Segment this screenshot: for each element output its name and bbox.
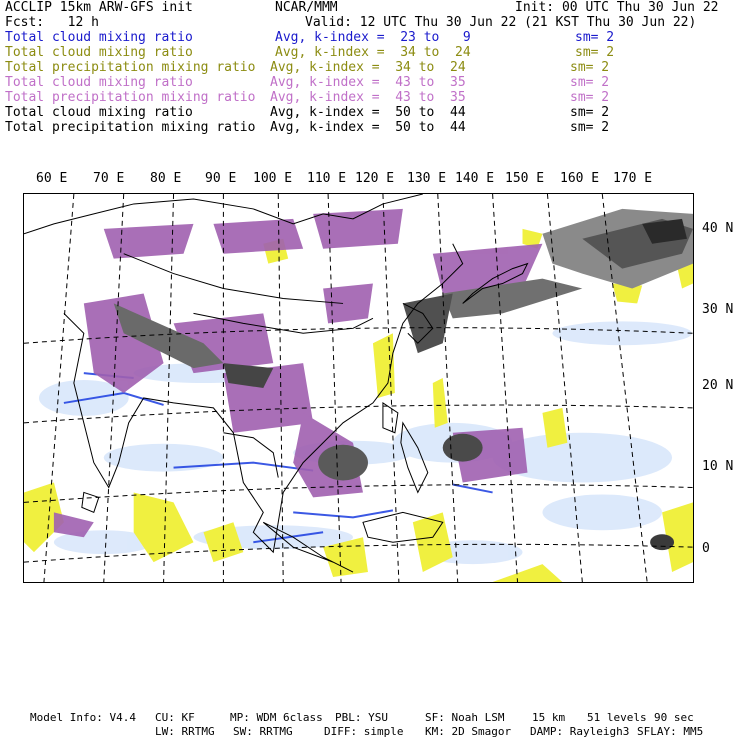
model-info-item: LW: RRTMG [155, 725, 215, 738]
model-info-item: 15 km [532, 711, 566, 724]
field-level-range: Avg, k-index = 50 to 44 [270, 120, 466, 135]
model-title: ACCLIP 15km ARW-GFS init [5, 0, 193, 15]
field-name: Total cloud mixing ratio [5, 75, 193, 90]
field-level-range: Avg, k-index = 34 to 24 [275, 45, 471, 60]
longitude-label: 110 E [307, 171, 347, 186]
latitude-label: 30 N [702, 302, 734, 317]
init-time: Init: 00 UTC Thu 30 Jun 22 [515, 0, 719, 15]
longitude-label: 90 E [205, 171, 237, 186]
field-smoothing: sm= 2 [570, 60, 610, 75]
longitude-label: 60 E [36, 171, 68, 186]
model-info-item: CU: KF [155, 711, 195, 724]
latitude-label: 10 N [702, 459, 734, 474]
field-level-range: Avg, k-index = 50 to 44 [270, 105, 466, 120]
model-info-item: MP: WDM 6class [230, 711, 323, 724]
latitude-label: 0 [702, 541, 710, 556]
field-smoothing: sm= 2 [570, 75, 610, 90]
model-info-item: DAMP: Rayleigh3 [530, 725, 630, 738]
model-info-item: 51 levels [587, 711, 647, 724]
latitude-label: 40 N [702, 221, 734, 236]
field-smoothing: sm= 2 [570, 90, 610, 105]
field-name: Total cloud mixing ratio [5, 105, 193, 120]
longitude-label: 170 E [613, 171, 653, 186]
longitude-label: 70 E [93, 171, 125, 186]
latitude-label: 20 N [702, 378, 734, 393]
field-name: Total cloud mixing ratio [5, 30, 193, 45]
forecast-map [23, 193, 694, 583]
field-level-range: Avg, k-index = 43 to 35 [270, 75, 466, 90]
model-info-item: SW: RRTMG [233, 725, 293, 738]
longitude-label: 130 E [407, 171, 447, 186]
model-info-item: KM: 2D Smagor [425, 725, 512, 738]
field-name: Total precipitation mixing ratio [5, 120, 256, 135]
field-smoothing: sm= 2 [570, 120, 610, 135]
longitude-label: 140 E [455, 171, 495, 186]
model-info-item: PBL: YSU [335, 711, 388, 724]
longitude-label: 100 E [253, 171, 293, 186]
model-info-item: 90 sec [654, 711, 694, 724]
field-level-range: Avg, k-index = 43 to 35 [270, 90, 466, 105]
field-smoothing: sm= 2 [575, 30, 615, 45]
field-smoothing: sm= 2 [575, 45, 615, 60]
longitude-label: 150 E [505, 171, 545, 186]
model-info-item: SFLAY: MM5 [637, 725, 704, 738]
forecast-hour: Fcst: 12 h [5, 15, 99, 30]
field-level-range: Avg, k-index = 34 to 24 [270, 60, 466, 75]
field-level-range: Avg, k-index = 23 to 9 [275, 30, 471, 45]
model-info-item: Model Info: V4.4 [30, 711, 136, 724]
valid-time: Valid: 12 UTC Thu 30 Jun 22 (21 KST Thu 30 Jun 22) [305, 15, 697, 30]
field-name: Total precipitation mixing ratio [5, 60, 256, 75]
longitude-label: 120 E [355, 171, 395, 186]
model-info-item: SF: Noah LSM [425, 711, 505, 724]
field-name: Total cloud mixing ratio [5, 45, 193, 60]
model-info-item: DIFF: simple [324, 725, 404, 738]
center-label: NCAR/MMM [275, 0, 338, 15]
field-smoothing: sm= 2 [570, 105, 610, 120]
longitude-label: 160 E [560, 171, 600, 186]
longitude-label: 80 E [150, 171, 182, 186]
field-name: Total precipitation mixing ratio [5, 90, 256, 105]
